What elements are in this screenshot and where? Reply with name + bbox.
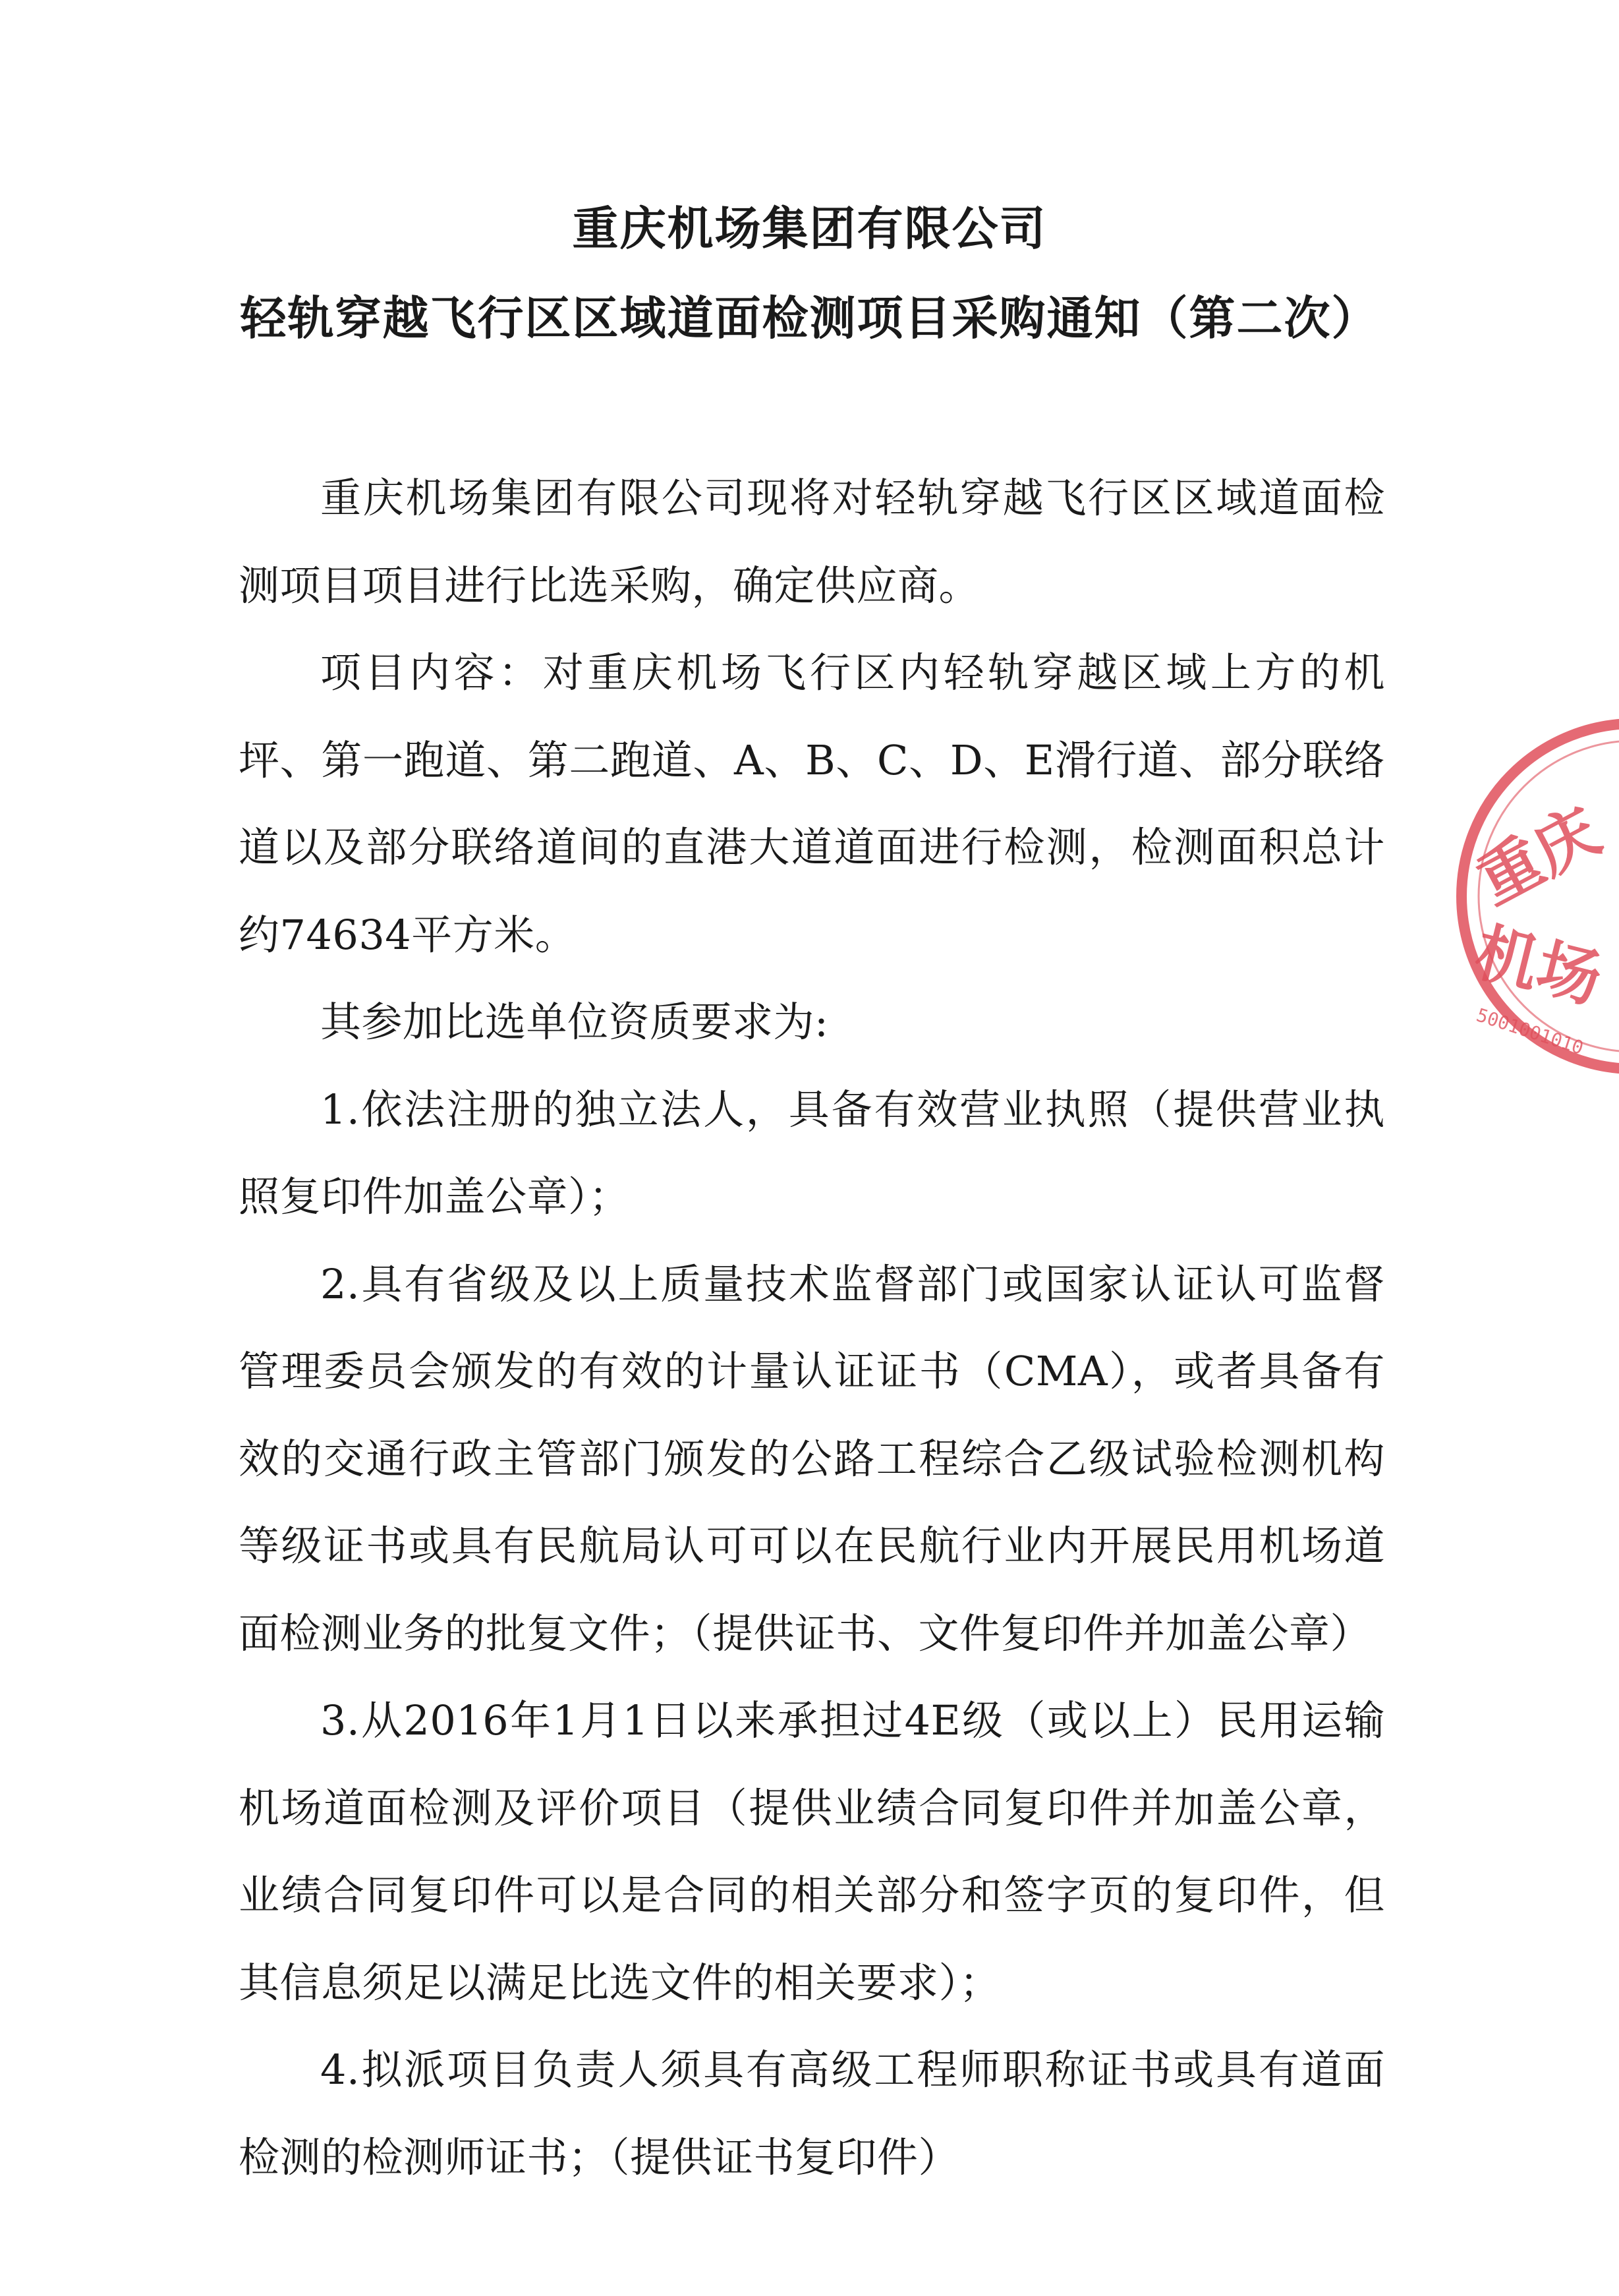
document-subtitle: 轻轨穿越飞行区区域道面检测项目采购通知（第二次） [240, 291, 1379, 345]
company-seal [1450, 712, 1619, 1081]
paragraph-project-content: 项目内容：对重庆机场飞行区内轻轨穿越区域上方的机坪、第一跑道、第二跑道、A、B、C、D、E滑行道、部分联络道以及部分联络道间的直港大道道面进行检测，检测面积总计约74634平方米。 [239, 648, 1385, 959]
paragraph-requirement-4: 4.拟派项目负责人须具有高级工程师职称证书或具有道面检测的检测师证书；（提供证书复印件） [239, 2046, 1385, 2181]
paragraph-intro: 重庆机场集团有限公司现将对轻轨穿越飞行区区域道面检测项目项目进行比选采购，确定供应商。 [239, 474, 1385, 610]
document-body [239, 455, 1385, 2201]
seal-text-top: 重庆 [1465, 793, 1612, 919]
seal-code: 5001001010 [1473, 1004, 1587, 1059]
paragraph-requirement-3: 3.从2016年1月1日以来承担过4E级（或以上）民用运输机场道面检测及评价项目（提供业绩合同复印件并加盖公章，业绩合同复印件可以是合同的相关部分和签字页的复印件，但其信息须足以满足比选文件的相关要求）； [239, 1696, 1385, 2007]
paragraph-requirement-1: 1.依法注册的独立法人，具备有效营业执照（提供营业执照复印件加盖公章）； [239, 1085, 1385, 1220]
document-title: 重庆机场集团有限公司 [572, 202, 1047, 256]
seal-text-middle: 机场 [1467, 915, 1609, 1018]
paragraph-requirement-2: 2.具有省级及以上质量技术监督部门或国家认证认可监督管理委员会颁发的有效的计量认证证书（CMA），或者具备有效的交通行政主管部门颁发的公路工程综合乙级试验检测机构等级证书或具有民航局认可可以在民航行业内开展民用机场道面检测业务的批复文件；（提供证书、文件复印件并加盖公章） [239, 1259, 1385, 1657]
paragraph-qualification-heading: 其参加比选单位资质要求为: [320, 998, 829, 1046]
